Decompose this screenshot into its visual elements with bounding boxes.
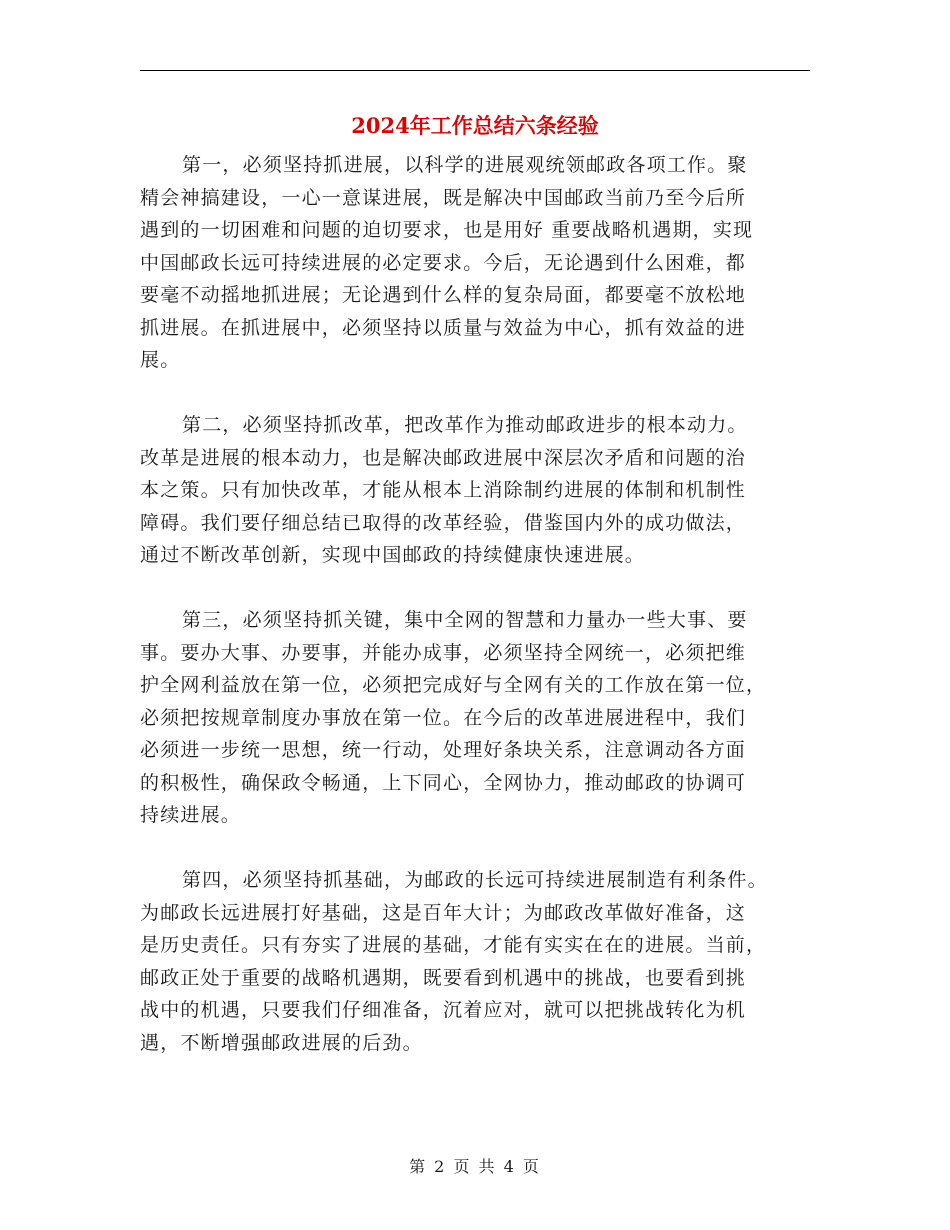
paragraph-line: 遇到的一切困难和问题的迫切要求，也是用好 重要战略机遇期，实现	[140, 219, 754, 241]
paragraph-line: 是历史责任。只有夯实了进展的基础，才能有实实在在的进展。当前，	[140, 934, 767, 956]
paragraph-4	[140, 864, 810, 1059]
document-title: 2024年工作总结六条经验	[351, 113, 599, 138]
paragraph-line: 为邮政长远进展打好基础，这是百年大计；为邮政改革做好准备，这	[140, 901, 747, 924]
paragraph-3	[140, 604, 810, 832]
paragraph-line: 通过不断改革创新，实现中国邮政的持续健康快速进展。	[140, 544, 646, 566]
paragraph-line: 事。要办大事、办要事，并能办成事，必须坚持全网统一，必须把维	[140, 641, 747, 664]
paragraph-line: 障碍。我们要仔细总结已取得的改革经验，借鉴国内外的成功做法，	[140, 511, 747, 534]
paragraph-line: 中国邮政长远可持续进展的必定要求。今后，无论遇到什么困难，都	[140, 251, 747, 274]
paragraph-2	[140, 409, 810, 572]
paragraph-line: 展。	[140, 349, 181, 371]
paragraph-line: 持续进展。	[140, 804, 242, 826]
paragraph-line: 第一，必须坚持抓进展，以科学的进展观统领邮政各项工作。聚	[182, 154, 748, 176]
paragraph-line: 遇，不断增强邮政进展的后劲。	[140, 1031, 423, 1054]
paragraph-line: 抓进展。在抓进展中，必须坚持以质量与效益为中心，抓有效益的进	[140, 316, 747, 339]
paragraph-line: 要毫不动摇地抓进展；无论遇到什么样的复杂局面，都要毫不放松地	[140, 284, 747, 306]
paragraph-line: 改革是进展的根本动力，也是解决邮政进展中深层次矛盾和问题的治	[140, 446, 747, 469]
paragraph-line: 护全网利益放在第一位，必须把完成好与全网有关的工作放在第一位，	[140, 674, 767, 696]
paragraph-line: 邮政正处于重要的战略机遇期，既要看到机遇中的挑战，也要看到挑	[140, 966, 747, 989]
paragraph-line: 本之策。只有加快改革，才能从根本上消除制约进展的体制和机制性	[140, 479, 747, 501]
paragraph-line: 第二，必须坚持抓改革，把改革作为推动邮政进步的根本动力。	[182, 414, 748, 436]
paragraph-1	[140, 149, 810, 377]
paragraph-line: 的积极性，确保政令畅通，上下同心，全网协力，推动邮政的协调可	[140, 771, 747, 794]
paragraph-line: 必须把按规章制度办事放在第一位。在今后的改革进展进程中，我们	[140, 706, 747, 729]
paragraph-line: 必须进一步统一思想，统一行动，处理好条块关系，注意调动各方面	[140, 739, 747, 761]
paragraph-line: 第四，必须坚持抓基础，为邮政的长远可持续进展制造有利条件。	[182, 869, 768, 891]
header-rule	[140, 70, 810, 71]
page-number-footer: 第 2 页 共 4 页	[409, 1157, 541, 1176]
paragraph-line: 第三，必须坚持抓关键，集中全网的智慧和力量办一些大事、要	[182, 609, 748, 631]
paragraph-line: 精会神搞建设，一心一意谋进展，既是解决中国邮政当前乃至今后所	[140, 186, 747, 209]
document-body	[140, 149, 810, 1059]
paragraph-line: 战中的机遇，只要我们仔细准备，沉着应对，就可以把挑战转化为机	[140, 999, 747, 1021]
